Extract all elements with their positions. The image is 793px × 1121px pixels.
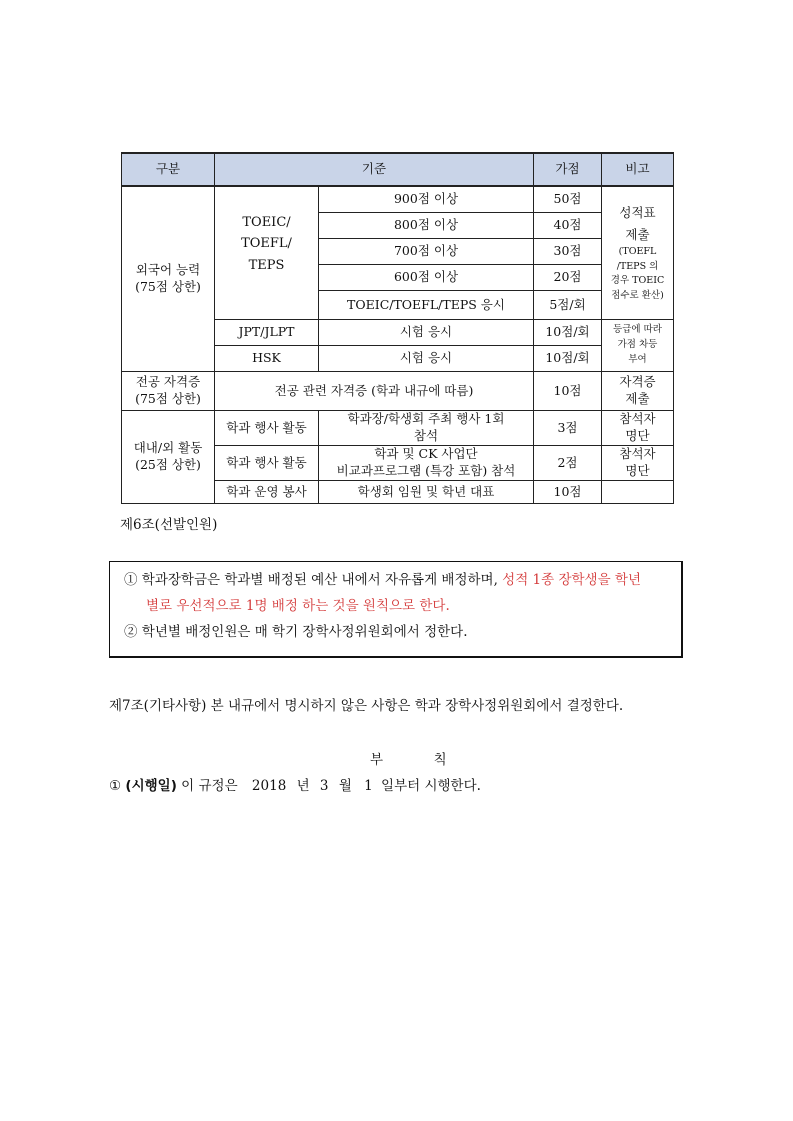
table-row — [122, 372, 674, 411]
points-cell: 5점/회 — [534, 291, 602, 320]
activity-type: 학과 행사 활동 — [215, 411, 319, 446]
table-row — [122, 186, 674, 213]
article7: 제7조(기타사항) 본 내규에서 명시하지 않은 사항은 학과 장학사정위원회에서 결정한다. — [109, 698, 624, 714]
hsk-label: HSK — [215, 346, 319, 372]
points-cell: 10점 — [534, 372, 602, 411]
note-grade: 등급에 따라 가점 차등 부여 — [602, 320, 674, 372]
points-cell: 50점 — [534, 186, 602, 213]
note-transcript: 성적표 제출 (TOEFL /TEPS 의 경우 TOEIC 점수로 환산) — [602, 186, 674, 320]
article6-title: 제6조(선발인원) — [120, 517, 218, 533]
jpt-label: JPT/JLPT — [215, 320, 319, 346]
score-table — [121, 152, 674, 504]
activity-type: 학과 행사 활동 — [215, 446, 319, 481]
criteria-cell: 학과 및 CK 사업단 비교과프로그램 (특강 포함) 참석 — [319, 446, 534, 481]
header-category: 구분 — [122, 153, 215, 186]
points-cell: 20점 — [534, 265, 602, 291]
points-cell: 10점/회 — [534, 346, 602, 372]
note-cert: 자격증 제출 — [602, 372, 674, 411]
criteria-cell: 900점 이상 — [319, 186, 534, 213]
points-cell: 10점 — [534, 481, 602, 504]
criteria-cell: 학과장/학생회 주최 행사 1회 참석 — [319, 411, 534, 446]
category-foreign: 외국어 능력 (75점 상한) — [122, 186, 215, 372]
article6-item2: ② 학년별 배정인원은 매 학기 장학사정위원회에서 정한다. — [124, 624, 468, 640]
criteria-cell: 800점 이상 — [319, 213, 534, 239]
header-criteria: 기준 — [215, 153, 534, 186]
criteria-cell: TOEIC/TOEFL/TEPS 응시 — [319, 291, 534, 320]
category-cert: 전공 자격증 (75점 상한) — [122, 372, 215, 411]
header-note: 비고 — [602, 153, 674, 186]
category-activity: 대내/외 활동 (25점 상한) — [122, 411, 215, 504]
criteria-cell: 600점 이상 — [319, 265, 534, 291]
points-cell: 30점 — [534, 239, 602, 265]
criteria-cell: 학생회 임원 및 학년 대표 — [319, 481, 534, 504]
points-cell: 10점/회 — [534, 320, 602, 346]
criteria-cell: 700점 이상 — [319, 239, 534, 265]
addendum-item1: ① (시행일) 이 규정은 2018 년 3 월 1 일부터 시행한다. — [109, 778, 481, 794]
table-row — [122, 411, 674, 446]
header-points: 가점 — [534, 153, 602, 186]
addendum-title: 부 칙 — [370, 752, 461, 768]
article6-item1-line1: ① 학과장학금은 학과별 배정된 예산 내에서 자유롭게 배정하며, 성적 1종 장학생을 학년 — [124, 572, 641, 588]
points-cell: 40점 — [534, 213, 602, 239]
activity-type: 학과 운영 봉사 — [215, 481, 319, 504]
note-cell: 참석자 명단 — [602, 411, 674, 446]
criteria-cell: 전공 관련 자격증 (학과 내규에 따름) — [215, 372, 534, 411]
note-cell: 참석자 명단 — [602, 446, 674, 481]
criteria-cell: 시험 응시 — [319, 320, 534, 346]
note-cell — [602, 481, 674, 504]
criteria-cell: 시험 응시 — [319, 346, 534, 372]
toeic-label: TOEIC/ TOEFL/ TEPS — [215, 186, 319, 320]
article6-item1-line2: 별로 우선적으로 1명 배정 하는 것을 원칙으로 한다. — [146, 598, 450, 614]
points-cell: 2점 — [534, 446, 602, 481]
table-header-row — [122, 153, 674, 186]
points-cell: 3점 — [534, 411, 602, 446]
article6-box — [109, 561, 683, 658]
